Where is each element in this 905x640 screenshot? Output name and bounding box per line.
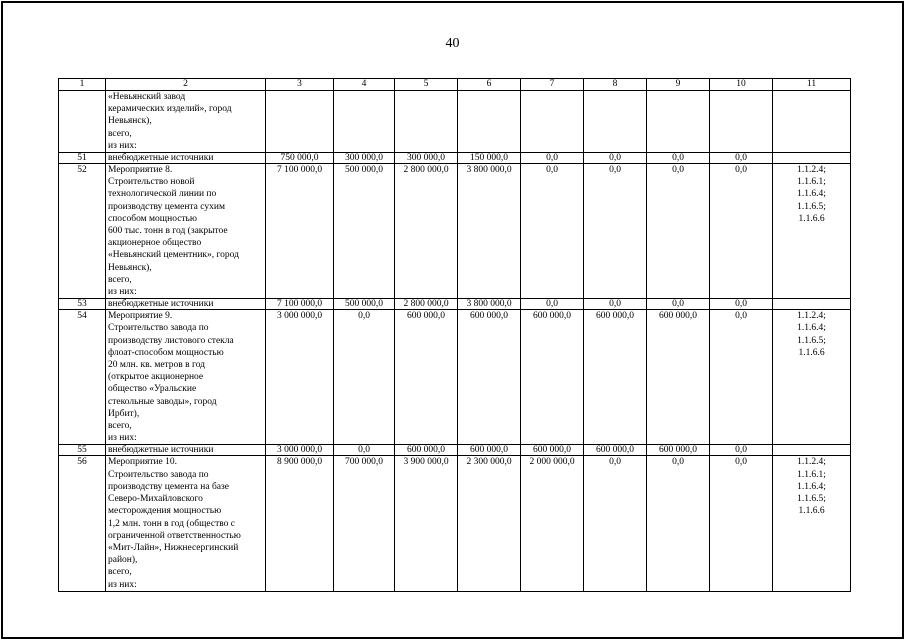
row-description: [106, 153, 266, 164]
table-row: [59, 164, 851, 299]
amount-cell: 600 000,0: [647, 445, 710, 456]
row-number: 54: [59, 310, 106, 445]
amount-cell: 0,0: [584, 153, 647, 164]
description-line: Строительство новой: [108, 177, 195, 188]
description-line: внебюджетные источники: [108, 153, 214, 164]
description-line: Северо-Михайловского: [108, 494, 203, 505]
target-code: 1.1.6.6: [798, 213, 825, 224]
column-header: 1: [59, 79, 106, 91]
amount-cell: 2 800 000,0: [395, 299, 458, 310]
amount-cell: [334, 91, 395, 153]
description-line: акционерное общество: [108, 238, 202, 249]
table-row: [59, 456, 851, 591]
description-line: «Невьянский цементник», город: [108, 250, 239, 261]
amount-cell: 2 800 000,0: [395, 164, 458, 299]
description-line: Мероприятие 9.: [108, 311, 173, 322]
description-line: из них:: [108, 579, 137, 590]
description-line: (открытое акционерное: [108, 372, 204, 383]
budget-table: [58, 78, 851, 592]
description-line: производству цемента на базе: [108, 481, 229, 492]
description-line: флоат-способом мощностью: [108, 347, 224, 358]
amount-cell: 8 900 000,0: [266, 456, 334, 591]
target-codes-cell: [773, 91, 851, 153]
row-description: [106, 445, 266, 456]
amount-cell: [266, 91, 334, 153]
amount-cell: 0,0: [334, 310, 395, 445]
row-description: [106, 164, 266, 299]
amount-cell: 600 000,0: [521, 310, 584, 445]
amount-cell: 0,0: [647, 164, 710, 299]
description-line: «Невьянский завод: [108, 92, 186, 102]
column-header: 10: [710, 79, 773, 91]
description-line: Невьянск),: [108, 262, 152, 273]
amount-cell: 0,0: [710, 164, 773, 299]
description-line: производству цемента сухим: [108, 201, 225, 212]
amount-cell: 2 300 000,0: [458, 456, 521, 591]
amount-cell: 0,0: [647, 456, 710, 591]
page-number: 40: [445, 36, 460, 51]
description-line: из них:: [108, 140, 137, 151]
amount-cell: 0,0: [647, 153, 710, 164]
amount-cell: 600 000,0: [395, 445, 458, 456]
column-header: 3: [266, 79, 334, 91]
amount-cell: [584, 91, 647, 153]
description-line: Строительство завода по: [108, 469, 209, 480]
amount-cell: 0,0: [521, 164, 584, 299]
amount-cell: 150 000,0: [458, 153, 521, 164]
amount-cell: 3 900 000,0: [395, 456, 458, 591]
target-codes-cell: [773, 153, 851, 164]
amount-cell: 0,0: [710, 310, 773, 445]
description-line: из них:: [108, 433, 137, 444]
amount-cell: 7 100 000,0: [266, 299, 334, 310]
description-line: способом мощностью: [108, 213, 197, 224]
description-line: керамических изделий», город: [108, 104, 232, 115]
column-header: 8: [584, 79, 647, 91]
target-code: 1.1.6.4;: [797, 481, 826, 492]
table-row: [59, 299, 851, 310]
description-line: общество «Уральские: [108, 384, 197, 395]
column-header: 2: [106, 79, 266, 91]
target-codes-cell: [773, 299, 851, 310]
target-codes-cell: [773, 445, 851, 456]
column-header: 4: [334, 79, 395, 91]
amount-cell: 7 100 000,0: [266, 164, 334, 299]
table-header-row: [59, 79, 851, 91]
row-number: [59, 91, 106, 153]
amount-cell: 0,0: [710, 445, 773, 456]
amount-cell: 600 000,0: [584, 310, 647, 445]
target-code: 1.1.2.4;: [797, 165, 826, 176]
amount-cell: 600 000,0: [458, 310, 521, 445]
amount-cell: 300 000,0: [334, 153, 395, 164]
description-line: Мероприятие 8.: [108, 165, 173, 176]
target-code: 1.1.6.4;: [797, 189, 826, 200]
description-line: технологической линии по: [108, 189, 217, 200]
description-line: 600 тыс. тонн в год (закрытое: [108, 226, 228, 237]
amount-cell: 600 000,0: [395, 310, 458, 445]
amount-cell: 0,0: [710, 299, 773, 310]
target-code: 1.1.6.1;: [797, 469, 826, 480]
amount-cell: 300 000,0: [395, 153, 458, 164]
table-row: [59, 153, 851, 164]
target-code: 1.1.6.1;: [797, 177, 826, 188]
amount-cell: 2 000 000,0: [521, 456, 584, 591]
amount-cell: 0,0: [647, 299, 710, 310]
table-row: [59, 445, 851, 456]
description-line: месторождения мощностью: [108, 506, 222, 517]
description-line: Строительство завода по: [108, 323, 209, 334]
target-code: 1.1.6.5;: [797, 335, 826, 346]
row-number: 53: [59, 299, 106, 310]
amount-cell: 3 000 000,0: [266, 310, 334, 445]
description-line: Ирбит),: [108, 408, 140, 419]
description-line: внебюджетные источники: [108, 445, 214, 456]
column-header: 9: [647, 79, 710, 91]
column-header: 5: [395, 79, 458, 91]
target-code: 1.1.2.4;: [797, 311, 826, 322]
column-header: 7: [521, 79, 584, 91]
amount-cell: 750 000,0: [266, 153, 334, 164]
row-description: [106, 91, 266, 153]
row-description: [106, 299, 266, 310]
description-line: Мероприятие 10.: [108, 457, 178, 468]
amount-cell: 3 000 000,0: [266, 445, 334, 456]
row-number: 55: [59, 445, 106, 456]
target-codes-cell: [773, 456, 851, 591]
description-line: из них:: [108, 287, 137, 298]
description-line: всего,: [108, 274, 132, 285]
description-line: производству листового стекла: [108, 335, 234, 346]
target-codes-cell: [773, 164, 851, 299]
description-line: внебюджетные источники: [108, 299, 214, 310]
amount-cell: 600 000,0: [521, 445, 584, 456]
amount-cell: 700 000,0: [334, 456, 395, 591]
description-line: стекольные заводы», город: [108, 396, 217, 407]
amount-cell: 0,0: [710, 153, 773, 164]
amount-cell: [521, 91, 584, 153]
row-number: 56: [59, 456, 106, 591]
description-line: 1,2 млн. тонн в год (общество с: [108, 518, 236, 529]
description-line: район),: [108, 555, 138, 566]
amount-cell: [458, 91, 521, 153]
row-number: 52: [59, 164, 106, 299]
description-line: всего,: [108, 128, 132, 139]
column-header: 11: [773, 79, 851, 91]
target-codes-cell: [773, 310, 851, 445]
amount-cell: 0,0: [334, 445, 395, 456]
description-line: всего,: [108, 421, 132, 432]
amount-cell: 3 800 000,0: [458, 164, 521, 299]
amount-cell: 0,0: [710, 456, 773, 591]
amount-cell: 3 800 000,0: [458, 299, 521, 310]
table-row: [59, 310, 851, 445]
amount-cell: 600 000,0: [458, 445, 521, 456]
amount-cell: [395, 91, 458, 153]
amount-cell: 600 000,0: [584, 445, 647, 456]
description-line: ограниченной ответственностью: [108, 530, 241, 541]
row-description: [106, 310, 266, 445]
target-code: 1.1.6.4;: [797, 323, 826, 334]
target-code: 1.1.6.5;: [797, 494, 826, 505]
amount-cell: 0,0: [521, 299, 584, 310]
amount-cell: 0,0: [584, 164, 647, 299]
target-code: 1.1.6.6: [798, 506, 825, 517]
amount-cell: 0,0: [584, 456, 647, 591]
amount-cell: 0,0: [521, 153, 584, 164]
description-line: Невьянск),: [108, 116, 152, 127]
table-row: [59, 91, 851, 153]
description-line: всего,: [108, 567, 132, 578]
description-line: 20 млн. кв. метров в год: [108, 360, 205, 371]
row-description: [106, 456, 266, 591]
amount-cell: 500 000,0: [334, 299, 395, 310]
amount-cell: 0,0: [584, 299, 647, 310]
amount-cell: [647, 91, 710, 153]
amount-cell: 600 000,0: [647, 310, 710, 445]
target-code: 1.1.6.6: [798, 347, 825, 358]
target-code: 1.1.6.5;: [797, 201, 826, 212]
row-number: 51: [59, 153, 106, 164]
amount-cell: [710, 91, 773, 153]
target-code: 1.1.2.4;: [797, 457, 826, 468]
description-line: «Мит-Лайн», Нижнесергинский: [108, 542, 239, 553]
amount-cell: 500 000,0: [334, 164, 395, 299]
column-header: 6: [458, 79, 521, 91]
